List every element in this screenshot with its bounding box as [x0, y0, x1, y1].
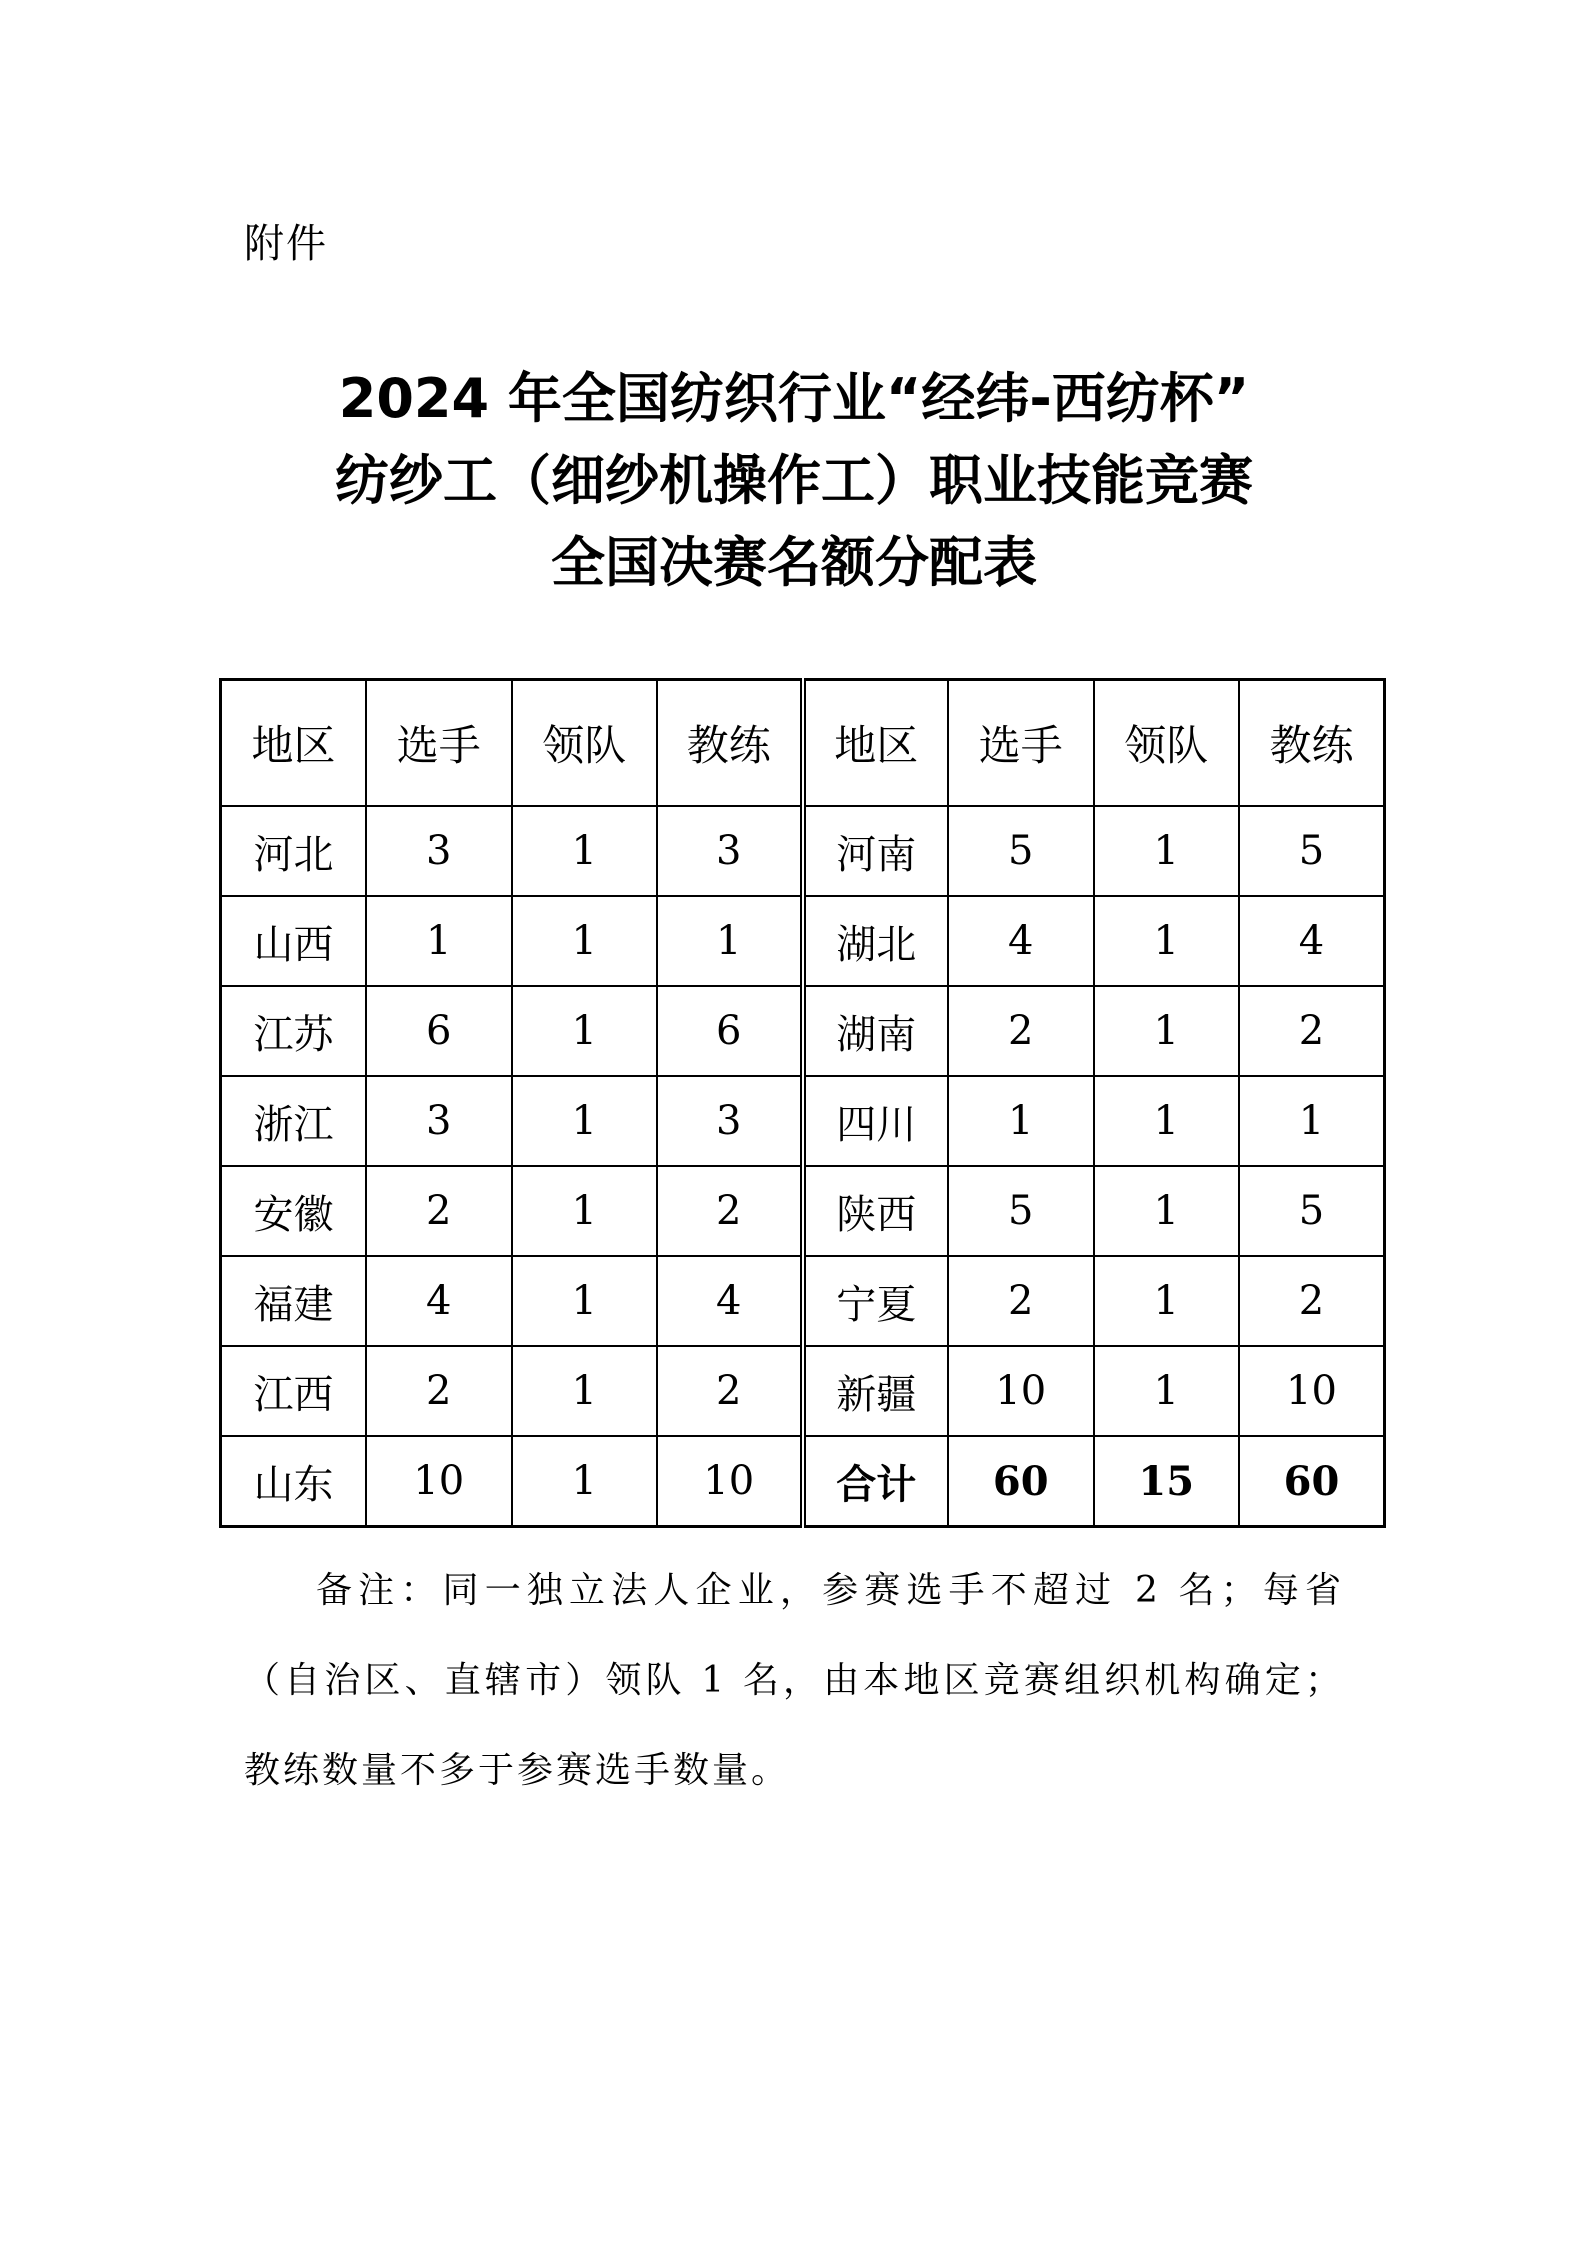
table-row [221, 1256, 1385, 1346]
table-header-row [221, 680, 1385, 807]
region-cell: 江苏 [221, 986, 367, 1076]
title-line-2: 纺纱工（细纱机操作工）职业技能竞赛 [335, 449, 1253, 512]
region-cell: 江西 [221, 1346, 367, 1436]
total-coaches-cell: 60 [1239, 1436, 1385, 1527]
total-label-cell: 合计 [803, 1436, 949, 1527]
coaches-cell: 5 [1239, 1166, 1385, 1256]
region-cell: 宁夏 [803, 1256, 949, 1346]
coaches-cell: 1 [657, 896, 803, 986]
contestants-cell: 6 [366, 986, 512, 1076]
contestants-cell: 3 [366, 1076, 512, 1166]
team-leaders-cell: 1 [1094, 1346, 1240, 1436]
team-leaders-cell: 1 [512, 986, 658, 1076]
contestants-cell: 5 [948, 806, 1094, 896]
contestants-cell: 10 [948, 1346, 1094, 1436]
table-row [221, 896, 1385, 986]
header-coaches: 教练 [657, 680, 803, 807]
region-cell: 福建 [221, 1256, 367, 1346]
contestants-cell: 2 [948, 986, 1094, 1076]
team-leaders-cell: 1 [512, 1256, 658, 1346]
region-cell: 陕西 [803, 1166, 949, 1256]
region-cell: 四川 [803, 1076, 949, 1166]
remarks-note: 备注：同一独立法人企业，参赛选手不超过 2 名；每省（自治区、直辖市）领队 1 名，由本地区竞赛组织机构确定；教练数量不多于参赛选手数量。 [244, 1570, 1344, 1791]
coaches-cell: 1 [1239, 1076, 1385, 1166]
table-row [221, 1436, 1385, 1527]
region-cell: 山西 [221, 896, 367, 986]
coaches-cell: 10 [1239, 1346, 1385, 1436]
table-row [221, 1346, 1385, 1436]
total-team-leaders-cell: 15 [1094, 1436, 1240, 1527]
attachment-label: 附件 [244, 221, 328, 267]
header-team-leaders: 领队 [512, 680, 658, 807]
coaches-cell: 2 [657, 1346, 803, 1436]
contestants-cell: 3 [366, 806, 512, 896]
team-leaders-cell: 1 [1094, 806, 1240, 896]
contestants-cell: 5 [948, 1166, 1094, 1256]
coaches-cell: 4 [657, 1256, 803, 1346]
team-leaders-cell: 1 [512, 1076, 658, 1166]
team-leaders-cell: 1 [1094, 986, 1240, 1076]
team-leaders-cell: 1 [512, 1346, 658, 1436]
table-row [221, 986, 1385, 1076]
contestants-cell: 4 [366, 1256, 512, 1346]
contestants-cell: 2 [948, 1256, 1094, 1346]
contestants-cell: 2 [366, 1346, 512, 1436]
coaches-cell: 10 [657, 1436, 803, 1527]
contestants-cell: 10 [366, 1436, 512, 1527]
team-leaders-cell: 1 [512, 1166, 658, 1256]
coaches-cell: 3 [657, 806, 803, 896]
coaches-cell: 2 [1239, 1256, 1385, 1346]
header-team-leaders: 领队 [1094, 680, 1240, 807]
team-leaders-cell: 1 [512, 1436, 658, 1527]
team-leaders-cell: 1 [1094, 1166, 1240, 1256]
region-cell: 新疆 [803, 1346, 949, 1436]
team-leaders-cell: 1 [1094, 1256, 1240, 1346]
contestants-cell: 1 [366, 896, 512, 986]
team-leaders-cell: 1 [512, 896, 658, 986]
region-cell: 河南 [803, 806, 949, 896]
coaches-cell: 3 [657, 1076, 803, 1166]
header-coaches: 教练 [1239, 680, 1385, 807]
total-contestants-cell: 60 [948, 1436, 1094, 1527]
region-cell: 山东 [221, 1436, 367, 1527]
contestants-cell: 4 [948, 896, 1094, 986]
region-cell: 湖北 [803, 896, 949, 986]
document-title [0, 358, 1588, 604]
header-region: 地区 [803, 680, 949, 807]
team-leaders-cell: 1 [1094, 1076, 1240, 1166]
coaches-cell: 2 [657, 1166, 803, 1256]
quota-table [219, 678, 1386, 1528]
header-region: 地区 [221, 680, 367, 807]
coaches-cell: 6 [657, 986, 803, 1076]
table-row [221, 1166, 1385, 1256]
region-cell: 河北 [221, 806, 367, 896]
title-line-1: 2024 年全国纺织行业“经纬-西纺杯” [338, 367, 1250, 430]
coaches-cell: 4 [1239, 896, 1385, 986]
title-line-3: 全国决赛名额分配表 [551, 531, 1037, 594]
contestants-cell: 1 [948, 1076, 1094, 1166]
table-row [221, 1076, 1385, 1166]
contestants-cell: 2 [366, 1166, 512, 1256]
header-contestants: 选手 [366, 680, 512, 807]
header-contestants: 选手 [948, 680, 1094, 807]
region-cell: 浙江 [221, 1076, 367, 1166]
team-leaders-cell: 1 [1094, 896, 1240, 986]
table-row [221, 806, 1385, 896]
team-leaders-cell: 1 [512, 806, 658, 896]
coaches-cell: 5 [1239, 806, 1385, 896]
region-cell: 安徽 [221, 1166, 367, 1256]
coaches-cell: 2 [1239, 986, 1385, 1076]
region-cell: 湖南 [803, 986, 949, 1076]
